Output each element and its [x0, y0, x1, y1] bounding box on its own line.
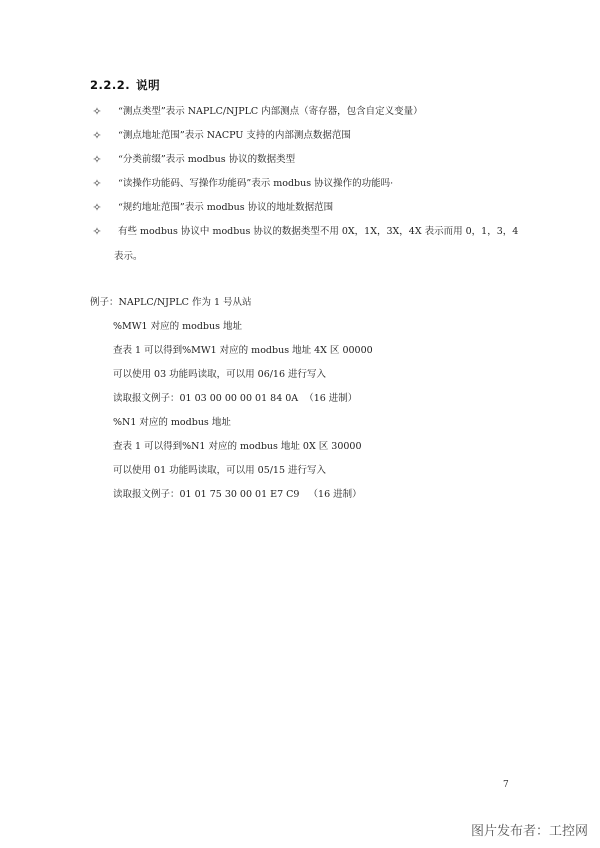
example-line: %N1 对应的 modbus 地址: [113, 417, 231, 428]
example-line: 可以使用 03 功能吗读取，可以用 06/16 进行写入: [113, 369, 327, 380]
list-item-text: “规约地址范围”表示 modbus 协议的地址数据范围: [118, 202, 334, 213]
list-item-text: 有些 modbus 协议中 modbus 协议的数据类型不用 0X，1X，3X，4X 表示而用 0，1，3，4: [118, 226, 519, 237]
example-line: 读取报文例子：01 03 00 00 00 01 84 0A （16 进制）: [113, 393, 358, 404]
section-number: 2.2.2.: [90, 78, 131, 92]
list-item: [90, 176, 530, 200]
list-item: [90, 152, 530, 176]
diamond-bullet-icon: ✧: [92, 153, 102, 166]
example-line: 查表 1 可以得到%N1 对应的 modbus 地址 0X 区 30000: [113, 441, 362, 452]
diamond-bullet-icon: ✧: [92, 225, 102, 238]
diamond-bullet-icon: ✧: [92, 177, 102, 190]
list-item-text: “测点地址范围”表示 NACPU 支持的内部测点数据范围: [118, 130, 351, 141]
list-item: [90, 104, 530, 128]
list-item: [90, 224, 530, 248]
list-item-continuation: 表示。: [114, 251, 143, 262]
example-title: 例子：NAPLC/NJPLC 作为 1 号从站: [90, 297, 252, 308]
list-item-text: “测点类型”表示 NAPLC/NJPLC 内部测点（寄存器，包含自定义变量）: [118, 106, 423, 117]
bullet-list: [90, 104, 530, 248]
list-item: [90, 200, 530, 224]
list-item-text: “分类前缀”表示 modbus 协议的数据类型: [118, 154, 296, 165]
list-item: [90, 128, 530, 152]
example-line: %MW1 对应的 modbus 地址: [113, 321, 243, 332]
example-line: 可以使用 01 功能吗读取，可以用 05/15 进行写入: [113, 465, 327, 476]
diamond-bullet-icon: ✧: [92, 201, 102, 214]
example-line: 读取报文例子：01 01 75 30 00 01 E7 C9 （16 进制）: [113, 489, 362, 500]
diamond-bullet-icon: ✧: [92, 129, 102, 142]
example-lines: [113, 319, 373, 511]
example-line: 查表 1 可以得到%MW1 对应的 modbus 地址 4X 区 00000: [113, 345, 373, 356]
list-item-text: “读操作功能码、写操作功能码”表示 modbus 协议操作的功能吗·: [118, 178, 394, 189]
page-number: 7: [503, 780, 509, 790]
diamond-bullet-icon: ✧: [92, 105, 102, 118]
section-title: 说明: [136, 78, 161, 92]
publisher-watermark: 图片发布者：工控网: [470, 824, 588, 839]
section-heading: [90, 77, 166, 93]
